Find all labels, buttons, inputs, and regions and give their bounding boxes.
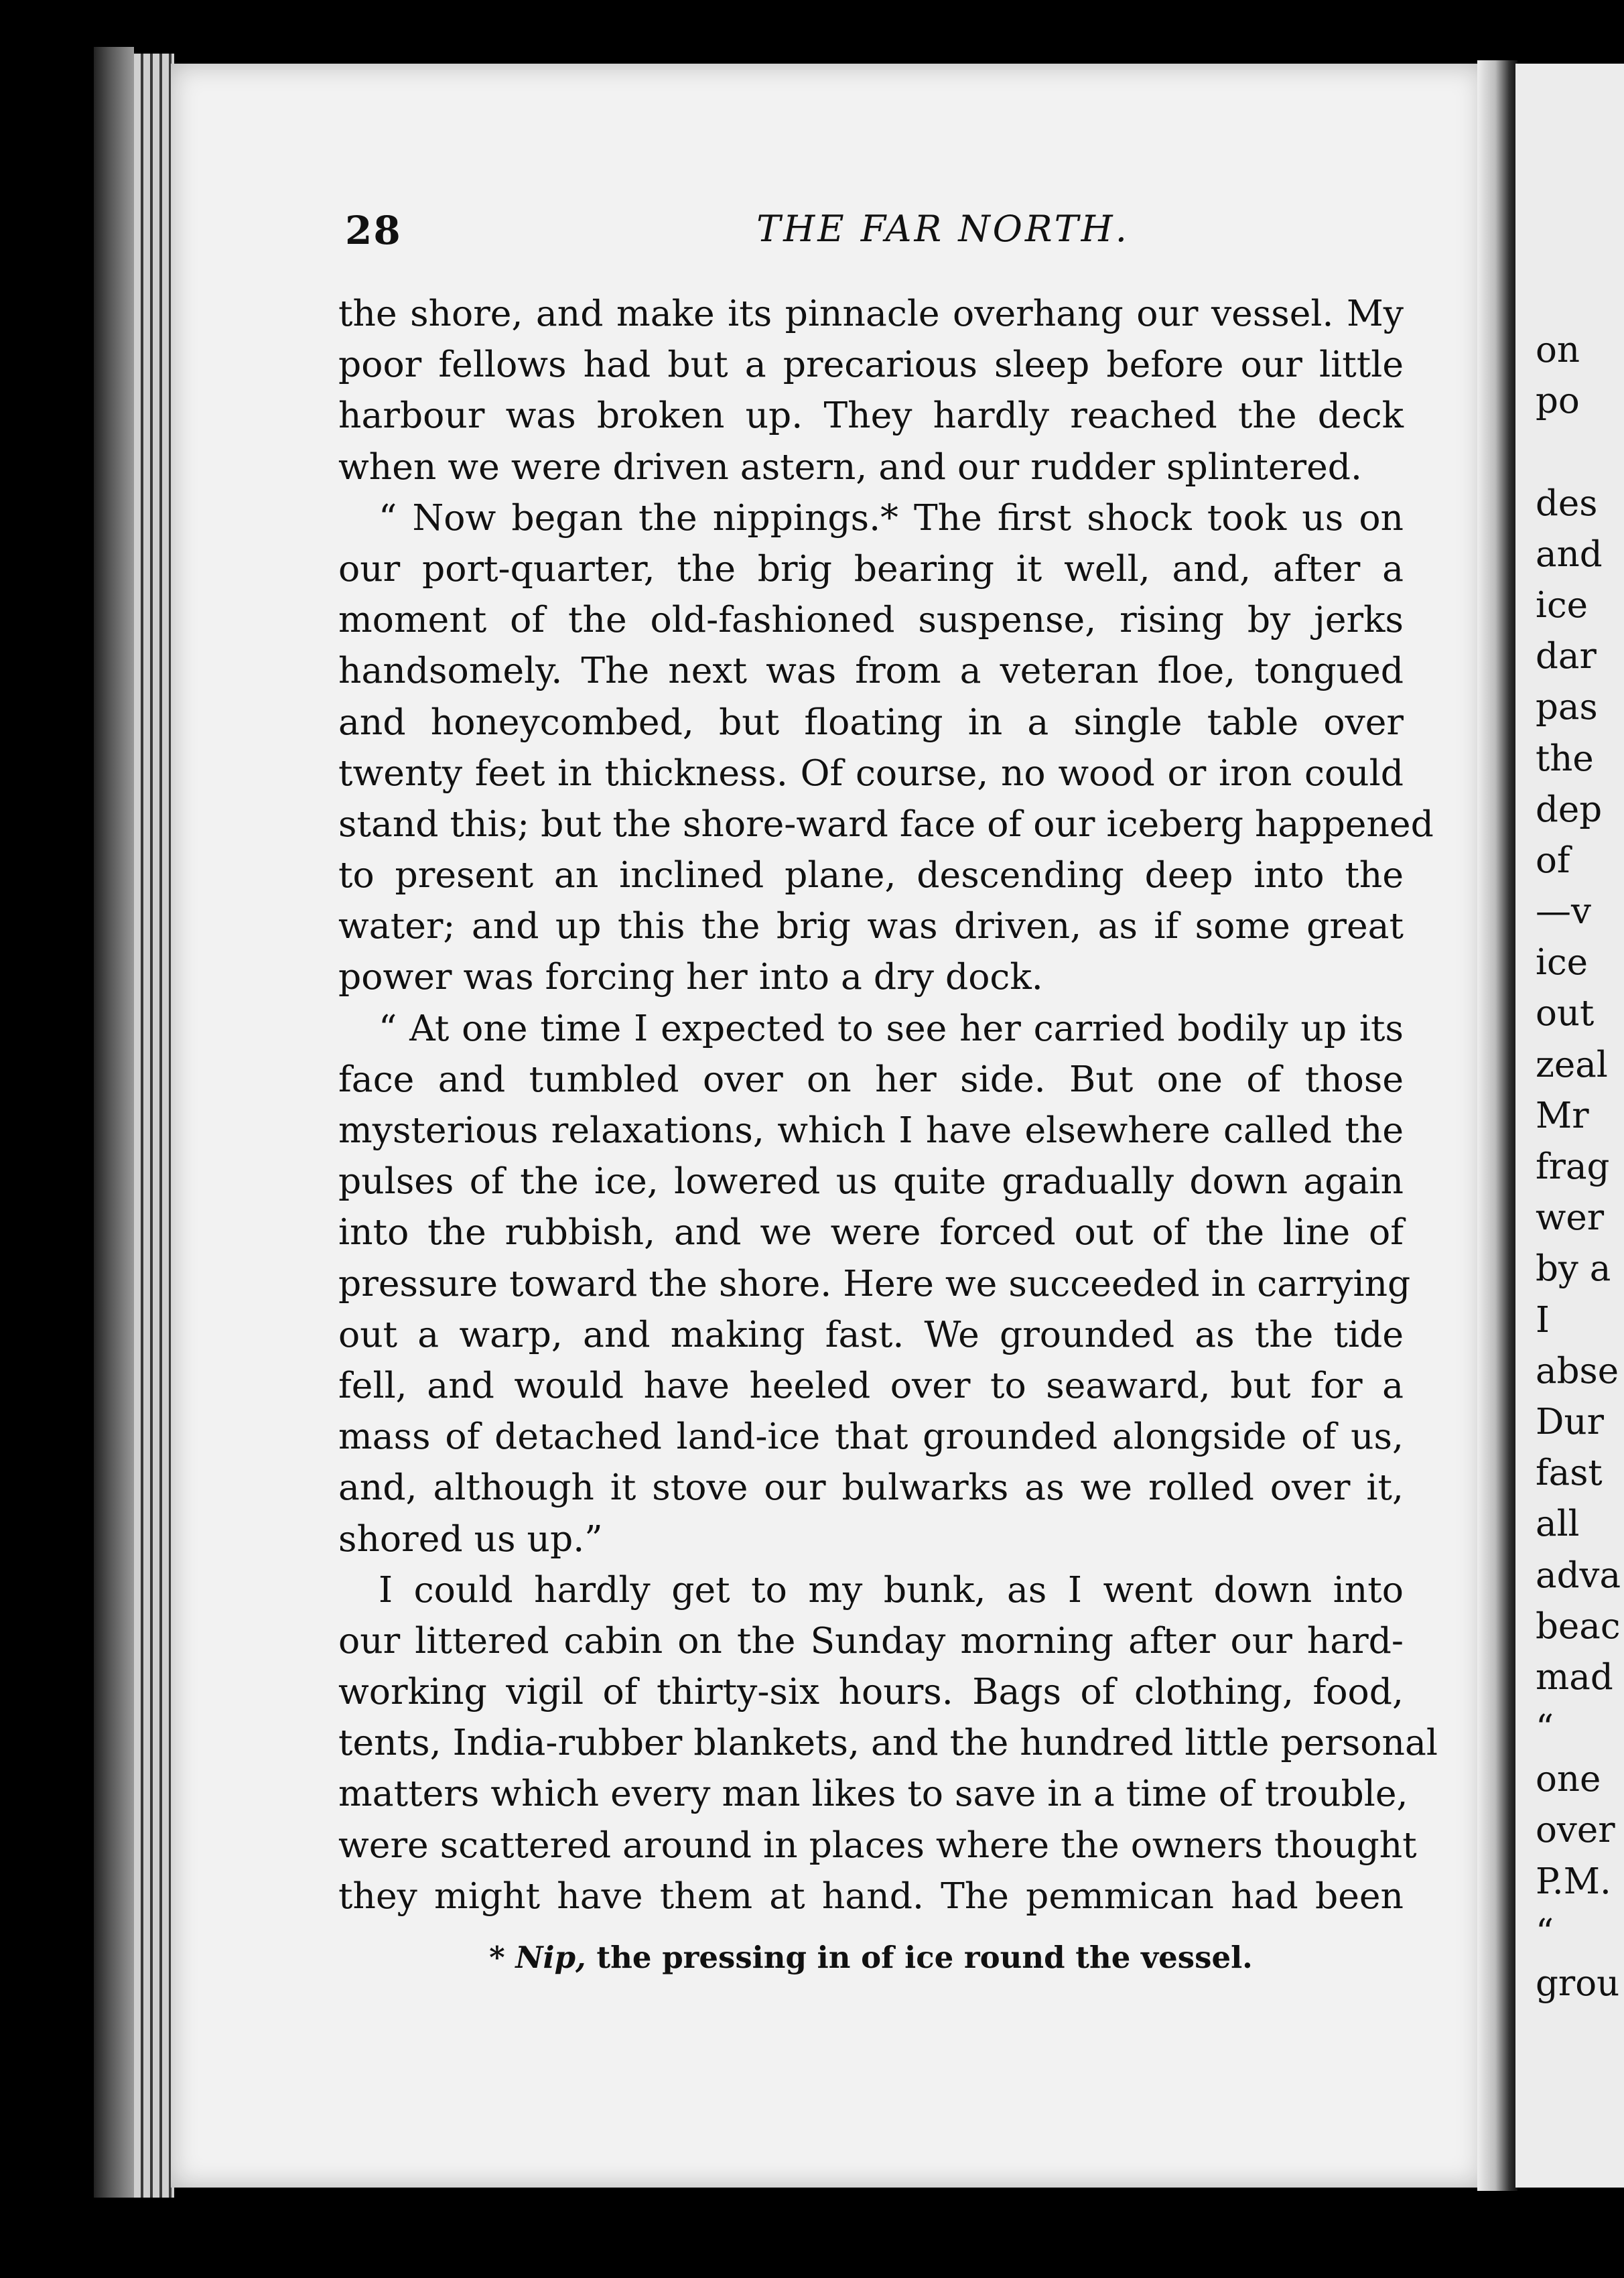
text-line: into the rubbish, and we were forced out of the line of: [338, 1211, 1404, 1254]
text-line: twenty feet in thickness. Of course, no wood or iron could: [338, 751, 1404, 794]
fragment-line: on: [1536, 330, 1580, 371]
fragment-line: I: [1536, 1299, 1550, 1341]
right-page-text-fragments: [1536, 325, 1621, 2009]
text-line: and honeycombed, but floating in a single table over: [338, 700, 1404, 743]
fragment-line: P.M.: [1536, 1861, 1611, 1902]
footnote: [338, 1940, 1404, 1975]
fragment-line: po: [1536, 381, 1580, 422]
footnote-term: Nip,: [515, 1940, 586, 1975]
text-line: poor fellows had but a precarious sleep before our little: [338, 343, 1404, 386]
text-line: handsomely. The next was from a veteran floe, tongued: [338, 649, 1404, 692]
center-gutter: [1477, 60, 1517, 2191]
text-line: to present an inclined plane, descending deep into the: [338, 854, 1404, 896]
text-line: our port-quarter, the brig bearing it well, and, after a: [338, 547, 1404, 590]
text-line: pressure toward the shore. Here we succeeded in carrying: [338, 1262, 1411, 1304]
fragment-line: “: [1536, 1912, 1554, 1953]
text-line: face and tumbled over on her side. But one of those: [338, 1057, 1404, 1100]
text-line: power was forcing her into a dry dock.: [338, 955, 1043, 998]
fragment-line: des: [1536, 482, 1598, 524]
text-line: I could hardly get to my bunk, as I went down into: [379, 1568, 1404, 1611]
fragment-line: dar: [1536, 636, 1597, 677]
page-edge-stack: [134, 54, 174, 2198]
text-line: shored us up.”: [338, 1517, 603, 1560]
fragment-line: one: [1536, 1759, 1601, 1800]
fragment-line: “: [1536, 1708, 1554, 1749]
fragment-line: ice: [1536, 942, 1588, 984]
text-line: “ At one time I expected to see her carried bodily up its: [379, 1006, 1404, 1049]
text-line: when we were driven astern, and our rudder splintered.: [338, 445, 1363, 488]
fragment-line: frag: [1536, 1146, 1610, 1187]
fragment-line: wer: [1536, 1197, 1605, 1239]
text-line: mysterious relaxations, which I have elsewhere called the: [338, 1109, 1404, 1151]
fragment-line: all: [1536, 1503, 1580, 1545]
text-line: were scattered around in places where the owners thought: [338, 1823, 1417, 1866]
text-line: stand this; but the shore-ward face of our iceberg happened: [338, 802, 1434, 845]
fragment-line: fast: [1536, 1453, 1603, 1494]
fragment-line: [1536, 427, 1621, 478]
fragment-line: dep: [1536, 789, 1603, 830]
text-line: “ Now began the nippings.* The first shock took us on: [379, 496, 1404, 539]
fragment-line: Mr: [1536, 1095, 1589, 1136]
fragment-line: of: [1536, 840, 1570, 881]
fragment-line: pas: [1536, 687, 1598, 728]
fragment-line: grou: [1536, 1963, 1620, 2004]
text-line: water; and up this the brig was driven, as if some great: [338, 904, 1404, 947]
fragment-line: beac: [1536, 1605, 1621, 1647]
text-line: pulses of the ice, lowered us quite gradually down again: [338, 1160, 1404, 1203]
fragment-line: ice: [1536, 584, 1588, 626]
text-line: tents, India-rubber blankets, and the hundred little personal: [338, 1721, 1438, 1764]
footnote-marker: *: [489, 1940, 505, 1975]
fragment-line: zeal: [1536, 1044, 1608, 1085]
page-number: 28: [345, 208, 402, 253]
fragment-line: by a: [1536, 1248, 1611, 1290]
text-line: out a warp, and making fast. We grounded as the tide: [338, 1313, 1404, 1355]
fragment-line: adva: [1536, 1554, 1621, 1596]
body-text: [338, 288, 1438, 1922]
fragment-line: and: [1536, 533, 1603, 575]
footnote-text: the pressing in of ice round the vessel.: [596, 1940, 1253, 1975]
right-page-fragment: [1515, 64, 1624, 2188]
fragment-line: Dur: [1536, 1401, 1604, 1443]
page-header: [345, 201, 1407, 261]
text-line: harbour was broken up. They hardly reached the deck: [338, 394, 1404, 437]
fragment-line: out: [1536, 993, 1595, 1034]
text-line: they might have them at hand. The pemmican had been: [338, 1874, 1404, 1917]
fragment-line: the: [1536, 738, 1594, 779]
fragment-line: —v: [1536, 891, 1591, 933]
running-title: THE FAR NORTH.: [756, 208, 1130, 250]
fragment-line: over: [1536, 1810, 1615, 1851]
text-line: fell, and would have heeled over to seaward, but for a: [338, 1363, 1404, 1406]
fragment-line: mad: [1536, 1656, 1613, 1698]
text-line: matters which every man likes to save in a time of trouble,: [338, 1772, 1408, 1815]
fragment-line: abse: [1536, 1350, 1619, 1392]
text-line: mass of detached land-ice that grounded alongside of us,: [338, 1415, 1404, 1458]
text-line: moment of the old-fashioned suspense, rising by jerks: [338, 598, 1404, 641]
text-line: the shore, and make its pinnacle overhang our vessel. My: [338, 292, 1404, 334]
text-line: our littered cabin on the Sunday morning after our hard-: [338, 1619, 1404, 1662]
book-spine-shadow: [94, 47, 134, 2198]
text-line: and, although it stove our bulwarks as we rolled over it,: [338, 1466, 1404, 1509]
text-line: working vigil of thirty-six hours. Bags of clothing, food,: [338, 1670, 1404, 1713]
